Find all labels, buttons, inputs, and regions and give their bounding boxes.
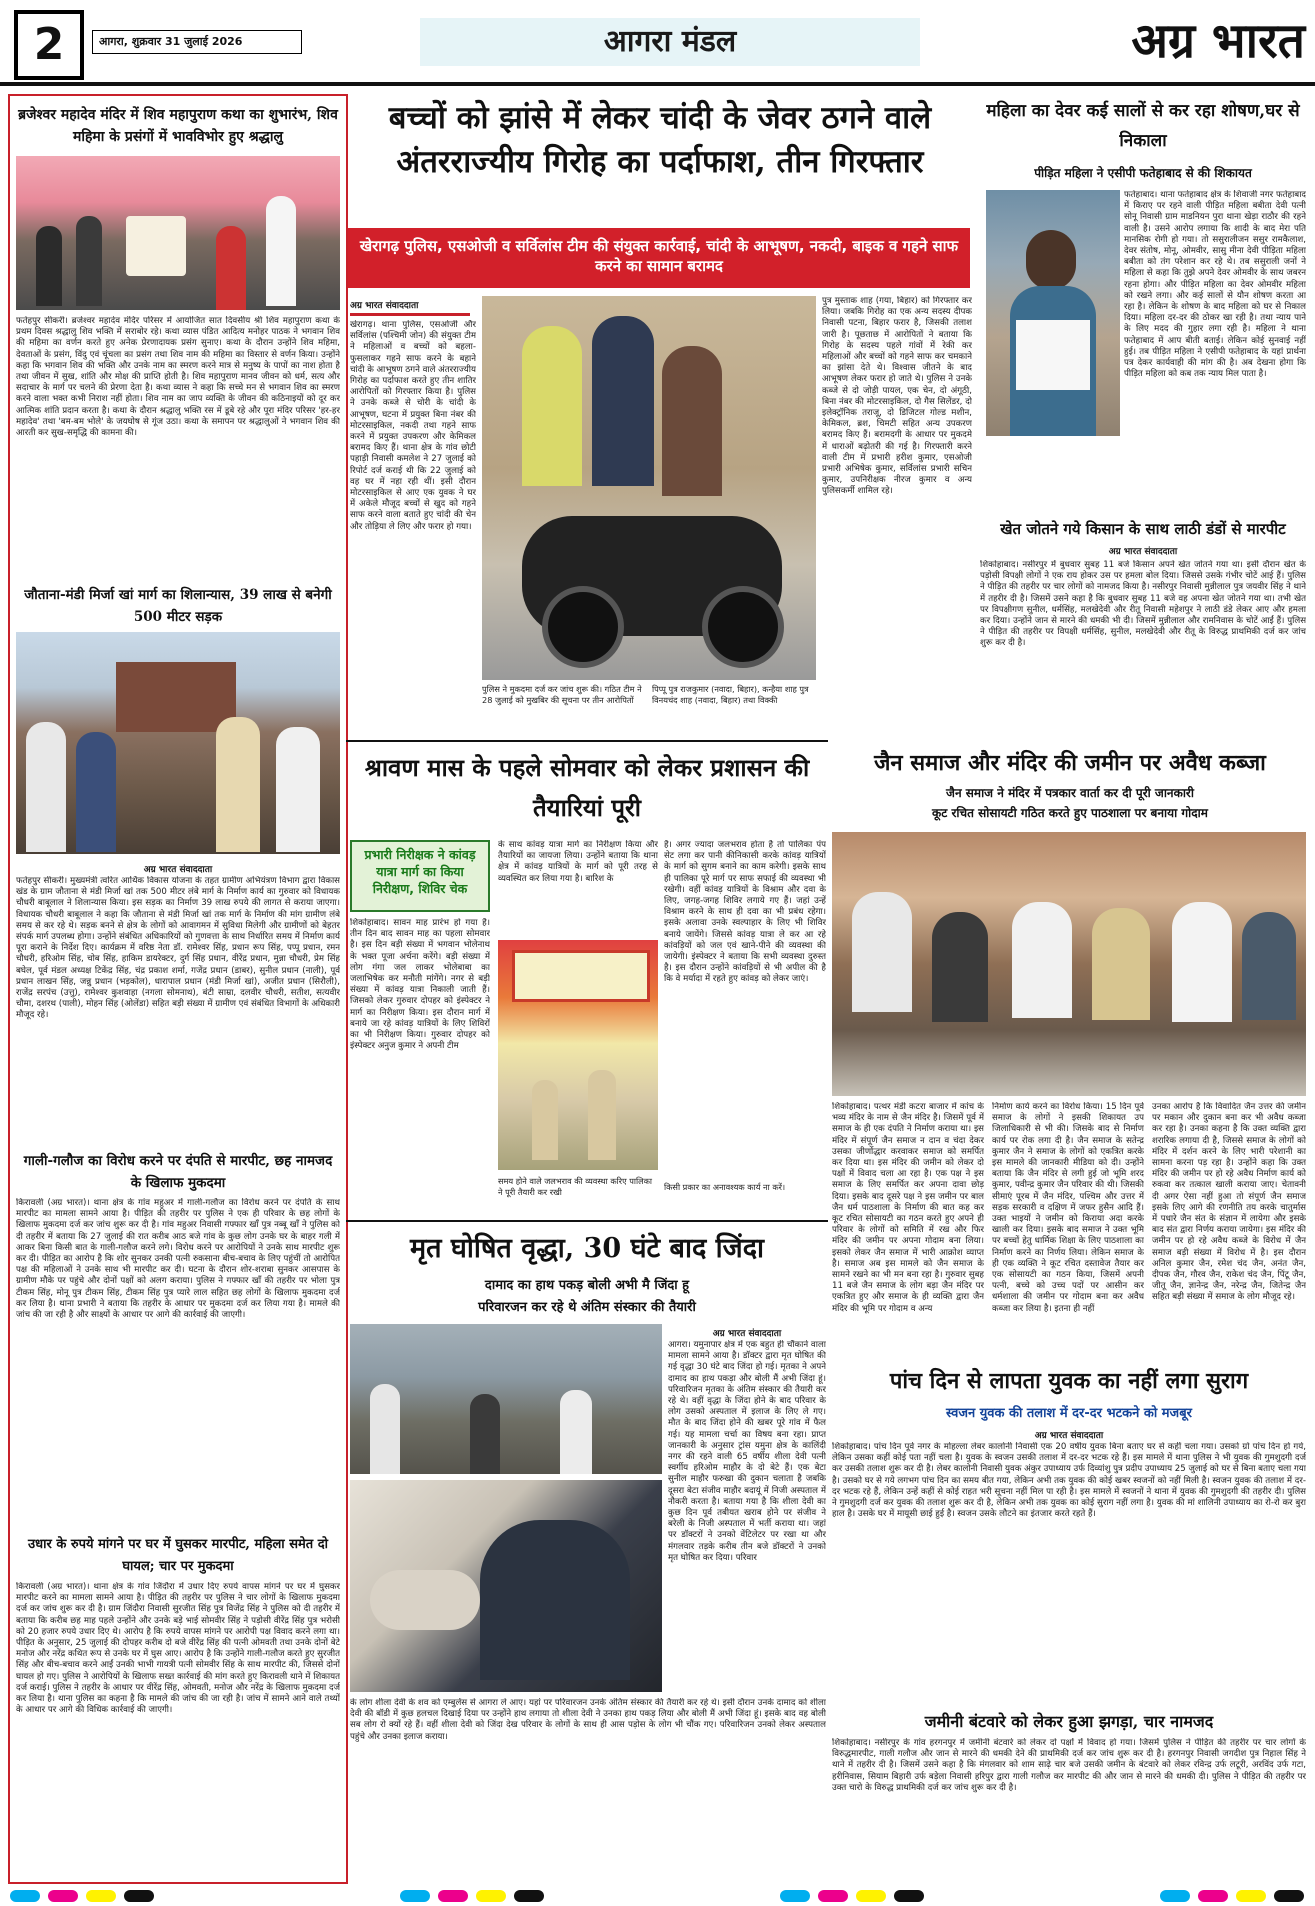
- section-title: आगरा मंडल: [420, 18, 920, 66]
- mrit-subhead-2: परिवारजन कर रहे थे अंतिम संस्कार की तैयारी: [478, 1300, 696, 1315]
- foundation-ceremony-photo: [16, 632, 340, 854]
- magenta-swatch: [1198, 1890, 1228, 1902]
- jameen-body: शिकोहाबाद। नसीरपुर के गांव हरगनपुर में जमीनी बंटवारे को लेकर दो पक्षों में विवाद हो गया। जिसमें पुलिस ने पीड़ित की तहरीर पर चार लोगों के विरुद्धमारपीट, गाली गलौज और जान से मारने की धमकी देने की प्राथमिकी दर्ज कर जांच शुरू कर दी है। हरगनपुर निवासी जगदीश पुत्र निहाल सिंह ने थाने में तहरीर दी है। जिसमें उसने कहा है कि मंगलवार को शाम साढ़े चार बजे उसकी जमीन के बंटवारे को लेकर रविन्द्र उर्फ लटूरी, अरविंद उर्फ गटा, हरीनिवास, सियाम बिहारी उर्फ बड़ेला निवासी हरिपुर द्वारा गाली गलौज कर मारपीट की और जान से मारने की धमकी दी। पुलिस ने पीड़ित की तहरीर पर उक्त चारो के विरुद्ध प्राथमिकी दर्ज कर जांच शुरू कर दी है।: [832, 1738, 1306, 1793]
- lapata-subhead: स्वजन युवक की तलाश में दर-दर भटकने को मजबूर: [946, 1406, 1192, 1421]
- right-top-body: [980, 190, 1306, 510]
- black-swatch: [1274, 1890, 1304, 1902]
- header-rule: [0, 82, 1315, 86]
- jain-headline: जैन समाज और मंदिर की जमीन पर अवैध कब्जा: [874, 750, 1266, 776]
- jain-body-column-2: निर्माण कार्य करने का विरोध किया। 15 दिन पूर्व समाज के लोगों ने इसकी शिकायत उप जिलाधिकारी से भी की। जिसके बाद से निर्माण कार्य पर रोक लगा दी है। जैन समाज के सतेन्द्र कुमार जैन ने समाज के लोगों को एकत्रित करके इस मामले की जानकारी मीडिया को दी। उन्होंने बताया कि जैन मंदिर से लगी हुई जो भूमि शरद कुमार, पवीन्द्र कुमार जैन परिवार की थी। जिसकी सीमाएं पूरब में जैन मंदिर, पश्चिम और उत्तर में सड़क सरकारी व दक्षिण में जफर हुसैन आदि हैं। उक्त भाइयों ने जमीन को किराया अदा करके खाली कर दिया। इसके बाद समाज ने उक्त भूमि पर बच्चों हेतु धार्मिक शिक्षा के लिए पाठशाला का निर्माण करने का निर्णय लिया। लेकिन समाज के ही एक व्यक्ति ने कूट रचित दस्तावेज तैयार कर एक सोसायटी का गठन किया, जिसमें अपनी पत्नी, बच्चे को उच्च पदों पर आसीन कर धर्मशाला की जमीन पर गोदाम बना कर अवैध कब्जा कर लिया है। इतना ही नहीं: [992, 1102, 1144, 1314]
- cyan-swatch: [10, 1890, 40, 1902]
- shravan-photo-caption: समय होने वाले जलभराव की व्यवस्था करिए पालिका ने पूरी तैयारी कर रखी: [498, 1176, 653, 1197]
- right-top-headline: महिला का देवर कई सालों से कर रहा शोषण,घर से निकाला: [986, 101, 1300, 151]
- yellow-swatch: [86, 1890, 116, 1902]
- lead-photo-caption-1: पुलिस ने मुकदमा दर्ज कर जांच शुरू की। गठित टीम ने 28 जुलाई को मुखबिर की सूचना पर तीन आरोपितों: [482, 684, 642, 705]
- shravan-body-column-1: शिकोहाबाद। सावन माह प्रारंभ हो गया है। तीन दिन बाद सावन माह का पहला सोमवार है। इस दिन बड़ी संख्या में भगवान भोलेनाथ के भक्त पूजा अर्चना करेंगे। बड़ी संख्या में लोग गंगा जल लाकर भोलेबाबा का जलाभिषेक कर मनौती मांगेंगे। नगर से बड़ी संख्या में कांवड़ यात्रा निकाली जाती हैं। जिसको लेकर गुरुवार दोपहर को इंस्पेक्टर ने मार्ग का निरीक्षण किया। इस दौरान मार्ग में बनाये जा रहे कांवड़ यात्रियों के लिए शिविरों का भी निरीक्षण किया। गुरुवार दोपहर को इंस्पेक्टर अनुज कुमार ने अपनी टीम: [350, 918, 490, 1052]
- right-top-headline-2: खेत जोतने गये किसान के साथ लाठी डंडों से मारपीट: [1000, 520, 1286, 538]
- lapata-headline: पांच दिन से लापता युवक का नहीं लगा सुराग: [889, 1368, 1249, 1394]
- right-top-subhead: पीड़ित महिला ने एसीपी फतेहाबाद से की शिकायत: [1034, 166, 1252, 180]
- black-swatch: [894, 1890, 924, 1902]
- lapata-body: शिकोहाबाद। पांच दिन पूर्व नगर के मोहल्ला लेबर कालोनी निवासी एक 20 वर्षीय युवक बिना बताए घर से कहीं चला गया। उसको ग्रो पांच दिन हो गये, लेकिन उसका कहीं कोई पता नहीं चला है। युवक के स्वजन उसकी तलाश में दर-दर भटक रहे हैं। इस मामले में थाना पुलिस ने भी युवक की गुमशुदगी दर्ज कर उसकी तलाश शुरू कर दी है। लेबर कालोनी निवासी युवक अंकुर उपाध्याय उर्फ दिव्यांशु पुत्र प्रदीप उपाध्याय 25 जुलाई को घर से बिना बताए चला गया है। उसको घर से गये लगभग पांच दिन का समय बीत गया, लेकिन अभी तक युवक की कोई खबर स्वजनों को नहीं मिली है। स्वजन युवक की तलाश में दर-दर भटक रहे हैं, लेकिन उन्हें कहीं से कोई राहत भरी सूचना नहीं मिल पा रही है। इस मामले में स्वजनों ने थाना में युवक की गुमशुदगी की तहरीर दी। पुलिस ने गुमशुदगी दर्ज कर युवक की तलाश शुरू कर दी है, लेकिन अभी तक युवक का कोई सुराग नहीं लगा है। युवक की मां शालिनी उपाध्याय का रो-रो कर बुरा हाल है। उसके घर में मायूसी छाई हुई है। स्वजन उसके लौटने का इंतजार करते रहते हैं।: [832, 1442, 1306, 1520]
- shravan-body-column-2: के साथ कांवड़ यात्रा मार्ग का निरीक्षण किया और तैयारियों का जायजा लिया। उन्होंने बताया कि थाना क्षेत्र में कांवड़ यात्रियों के मार्ग को पूरी तरह से व्यवस्थित कर लिया गया है। बारिश के: [498, 840, 658, 884]
- shravan-tail: किसी प्रकार का अनावश्यक कार्य ना करें।: [664, 1182, 786, 1192]
- left-article-3-body: किरावली (अग्र भारत)। थाना क्षेत्र के गांव महुअर में गाली-गलौज का विरोध करने पर दंपति के साथ मारपीट का मामला सामने आया है। पीड़ित की तहरीर पर पुलिस ने एक ही परिवार के छह लोगों के खिलाफ मुकदमा दर्ज कर जांच शुरू कर दी है। गांव महुअर निवासी गफ्फार खाँ पुत्र नब्बू खाँ ने पुलिस को दी तहरीर में बताया कि 27 जुलाई की रात करीब आठ बजे गांव के कुछ लोग उनके घर के बाहर गली में आकर बिना किसी बात के गाली-गलौज करने लगे। विरोध करने पर आरोपियों ने उनके साथ मारपीट शुरू कर दी। पीड़ित का आरोप है कि शोर सुनकर उनकी पत्नी रुकसाना बीच-बचाव के लिए पहुंचीं तो आरोपित पक्ष की महिलाओं ने उनके साथ भी मारपीट कर दी। घटना के दौरान शोर-शराबा सुनकर आसपास के ग्रामीण मौके पर पहुंचे और दोनों पक्षों को अलग कराया। पुलिस ने गफ्फार खाँ की तहरीर पर भोला पुत्र टीकम सिंह, मोनू पुत्र टीकम सिंह, टीकम सिंह पुत्र प्यारे लाल सहित छह लोगों के खिलाफ मुकदमा दर्ज कर लिया है। थाना प्रभारी ने बताया कि तहरीर के आधार पर मुकदमा दर्ज कर लिया गया है। मामले की जांच की जा रही है और साक्ष्यों के आधार पर आगे की कार्रवाई की जाएगी।: [16, 1198, 340, 1321]
- mrit-body-bottom: के लोग शीला देवी के शव को एम्बुलेंस से आगरा ले आए। यहां पर परिवारजन उनके अंतिम संस्कार की तैयारी कर रहे थे। इसी दौरान उनके दामाद को शीला देवी की बॉडी में कुछ हलचल दिखाई दिया पर उन्होंने हाथ लगाया तो शीला देवी ने उनका हाथ पकड़ लिया और बोली मैं अभी जिंदा हूं। इसके बाद वह बोली सब लोग रो क्यों रहे हैं। वहीं शीला देवी को जिंदा देख परिवार के लोगों के साथ ही आस पड़ोस के लोग भी चौंक गए। परिवारिजन उनको लेकर अस्पताल पहुंचे और उनका इलाज कराया।: [350, 1698, 826, 1742]
- lead-byline-rule: [350, 313, 470, 316]
- shravan-inset-box: प्रभारी निरीक्षक ने कांवड़ यात्रा मार्ग का किया निरीक्षण, शिविर चेक: [350, 840, 490, 912]
- mrit-subhead-1: दामाद का हाथ पकड़ बोली अभी मै जिंदा हू: [484, 1278, 690, 1293]
- mrit-body: आगरा। यमुनापार क्षेत्र में एक बहुत ही चौंकाने वाला मामला सामने आया है। डॉक्टर द्वारा मृत घोषित की गई वृद्धा 30 घंटे बाद जिंदा हो गई। मृतका ने अपने दामाद का हाथ पकड़ा और बोली मैं अभी जिंदा हूं। परिवारिजन मृतका के अंतिम संस्कार की तैयारी कर रहे थे। वहीं वृद्धा के जिंदा होने के बाद परिवार के लोग उसको अस्पताल में इलाज के लिए ले गए। मौत के बाद जिंदा होने की खबर पूरे गांव में फैल गई। यह मामला चर्चा का विषय बना रहा। प्राप्त जानकारी के अनुसार ट्रांस यमुना क्षेत्र के कालिंदी नगर की रहने वाली 65 वर्षीय शीला देवी पत्नी स्वर्गीय हरिओम माहौर के दो बेटे हैं। एक बेटा सुनील माहौर फरुखा की दुकान चलाता है जबकि दूसरा बेटा संजीव माहौर बदायूं में निजी अस्पताल में नौकरी करता है। बताया गया है कि शीला देवी का कुछ दिन पूर्व तबीयत खराब होने पर संजीव ने बरेली के निजी अस्पताल में भर्ती कराया था। जहां पर डॉक्टरों ने उनको वेंटिलेटर पर रखा था और मंगलवार तड़के करीब तीन बजे डॉक्टरों ने उनको मृत घोषित कर दिया। परिवार: [668, 1340, 826, 1563]
- magenta-swatch: [438, 1890, 468, 1902]
- left-article-4-headline: उधार के रुपये मांगने पर घर में घुसकर मारपीट, महिला समेत दो घायल; चार पर मुकदमा: [28, 1537, 328, 1574]
- jain-community-meeting-photo: [832, 832, 1306, 1096]
- right-top-body-text: फतेहाबाद। थाना फतेहाबाद क्षेत्र के शिवाजी नगर फतेहाबाद में किराए पर रहने वाली पीड़ित महिला बबीता देवी पत्नी सोनू निवासी ग्राम माडनियन पुरा थाना खेड़ा राठौर की रहने वाली है। उसने आरोप लगाया कि शादी के बाद मेरा पति मानसिक रोगी हो गया। तो ससुरालीजन ससुर रामकैलाश, देवर संतोष, मोनू, ओमवीर, सासु मीना देवी पीड़िता महिला बबीता को तंग परेशान कर रहे थे। तब ससुराली जनों ने महिला से कहा कि तुझे अपने देवर ओमवीर के साथ जबरन रहना होगा। और पीड़ित महिला का देवर ओमवीर महिला को रखने लगा। और कई सालों से यौन शोषण करता आ रहा है। लेकिन के शोषण के बाद महिला को घर से निकाल दिया। महिला दर-दर की ठोकर खा रही है। तथा न्याय पाने के लिए मदद की गुहार लगा रही है। महिला ने थाना फतेहाबाद में आप बीती बताई। लेकिन कोई सुनवाई नहीं हुई। तब पीड़ित महिला ने एसीपी फतेहाबाद के यहां प्रार्थना पत्र देकर कार्यवाही की मांग की है। अब देखना होगा कि पीड़ित महिला को कब तक न्याय मिल पाता है।: [1124, 190, 1306, 380]
- kanwar-camp-photo: [498, 940, 658, 1170]
- magenta-swatch: [818, 1890, 848, 1902]
- jain-subhead-2: कूट रचित सोसायटी गठित करते हुए पाठशाला पर बनाया गोदाम: [932, 806, 1208, 820]
- revived-woman-photo: [350, 1480, 662, 1692]
- family-gathering-photo: [350, 1324, 662, 1474]
- left-article-2-byline: अग्र भारत संवाददाता: [143, 865, 213, 875]
- page-header: [0, 0, 1315, 80]
- cyan-swatch: [780, 1890, 810, 1902]
- left-article-2-body: फतेहपुर सीकरी। मुख्यमंत्री त्वरित आर्थिक विकास योजना के तहत ग्रामीण अभियंत्रण विभाग द्वारा विकास खंड के ग्राम जौताना से मंडी मिर्जा खां तक 500 मीटर लंबे मार्ग के निर्माण कार्य का गुरुवार को विधायक चौधरी बाबूलाल ने शिलान्यास किया। इस सड़क का निर्माण 39 लाख रुपये की लागत से कराया जाएगा। विधायक चौधरी बाबूलाल ने कहा कि जौताना से मंडी मिर्जा खां तक मार्ग के निर्माण की मांग ग्रामीण लंबे समय से कर रहे थे। सड़क बनने से क्षेत्र के लोगों को आवागमन में सुविधा मिलेगी और ग्रामीणों को बेहतर संपर्क मार्ग उपलब्ध होगा। उन्होंने संबंधित अधिकारियों को गुणवत्ता के साथ निर्धारित समय में निर्माण कार्य पूरा कराने के निर्देश दिए। कार्यक्रम में वरिष्ठ नेता डॉ. रामेश्वर सिंह, प्रधान रूप सिंह, पप्पू प्रधान, रमन चौधरी, हरिओम सिंह, चोब सिंह, हाकिम डायरेक्टर, दुर्ग सिंह प्रधान, वीरेंद्र प्रधान, मुन्ना चौधरी, प्रेम सिंह बघेल, पूर्व मंडल अध्यक्ष टिकेंद्र सिंह, चंद्र प्रकाश शर्मा, गजेंद्र प्रधान (डाबर), सुनील प्रधान (नाली), पूर्व प्रधान लाखन सिंह, जन्नु प्रधान (भड़कोल), धारापाल प्रधान (मंडी मिर्जा खां), अजीत प्रधान (सिरौली), राजेंद्र सरपंच (उत्तु), रामेश्वर कुशवाहा (नगला सोमनाथ), बंटी साम्रा, दलवीर चौधरी, सतीश, सत्यवीर चौमा, दशरथ (पाली), मोहन सिंह (ओलेंडा) सहित बड़ी संख्या में ग्रामीण एवं संबंधित विभागों के अधिकारी मौजूद रहे।: [16, 876, 340, 1021]
- yellow-swatch: [1236, 1890, 1266, 1902]
- yellow-swatch: [856, 1890, 886, 1902]
- left-article-1-headline: ब्रजेश्वर महादेव मंदिर में शिव महापुराण कथा का शुभारंभ, शिव महिमा के प्रसंगों में भावविभोर हुए श्रद्धालु: [18, 107, 338, 145]
- mrit-byline: अग्र भारत संवाददाता: [712, 1329, 782, 1339]
- jain-subhead-1: जैन समाज ने मंदिर में पत्रकार वार्ता कर दी पूरी जानकारी: [946, 786, 1194, 800]
- lead-body-column-3: पुत्र मुस्ताक शाह (गया, बिहार) को गिरफ्तार कर लिया। जबकि गिरोह का एक अन्य सदस्य दीपक निवासी पटना, बिहार फरार है, जिसकी तलाश जारी है। पूछताछ में आरोपितों ने बताया कि गिरोह के सदस्य पहले गांवों में रेकी कर महिलाओं और बच्चों को गहने साफ कर चमकाने का झांसा देते थे। विश्वास जीतने के बाद आभूषण लेकर फरार हो जाते थे। पुलिस ने उनके कब्जे से दो जोड़ी पायल, एक चेन, दो अंगूठी, बिना नंबर की मोटरसाइकिल, दो गैस सिलेंडर, दो इलेक्ट्रॉनिक तराजू, दो डिजिटल गोल्ड मशीन, केमिकल, ब्रश, चिमटी सहित अन्य उपकरण बरामद किए हैं। बरामदगी के आधार पर मुकदमे में धाराओं बढ़ोतरी की गई है। गिरफ्तारी करने वाली टीम में प्रभारी हरीश कुमार, एसओजी प्रभारी अभिषेक कुमार, सर्विलांस प्रभारी सचिन कुमार, उपनिरीक्षक नीरज कुमार व अन्य पुलिसकर्मी शामिल रहे।: [822, 296, 972, 497]
- jain-body-column-3: उनका आरोप है कि विवादित जैन उत्तर की जमीन पर मकान और दुकान बना कर भी अवैध कब्जा कर रहा है। उनका कहना है कि उक्त व्यक्ति द्वारा शरारिक लगाया दी है, जिससे समाज के लोगों को मंदिर में दर्शन करने के लिए भारी परेशानी का सामना करना पड़ रहा है। उन्होंने कहा कि उक्त मंदिर की जमीन पर हो रहे अवैध निर्माण कार्य को रुकवा कर तत्काल खाली कराया जाए। चेतावनी दी अगर ऐसा नहीं हुआ तो संपूर्ण जैन समाज इसके लिए आगे की रणनीति तय करके चातुर्मास में पधारे जैन संत के संज्ञान में लायेगा और इसके बाद संत द्वारा निर्णय कराया जायेगा। इस मंदिर की जमीन पर हो रहे अवैध कब्जे के विरोध में जैन समाज बड़ी संख्या में विरोध में है। इस दौरान अनिल कुमार जैन, रमेश चंद जैन, अनंत जैन, दीपक जैन, गौरव जैन, राकेश चंद जैन, पिंटू जैन, जीतू जैन, ज्ञानेन्द्र जैन, नरेन्द्र जैन, जितेन्द्र जैन सहित बड़ी संख्या में समाज के लोग मौजूद रहे।: [1152, 1102, 1306, 1303]
- photo-wrap-spacer: [980, 190, 1124, 440]
- lead-photo-caption-2: पिप्पू पुत्र राजकुमार (नवादा, बिहार), कन्हैया शाह पुत्र विनयचंद शाह (नवादा, बिहार) तथा विक्की: [652, 684, 809, 705]
- cyan-swatch: [1160, 1890, 1190, 1902]
- shravan-headline: श्रावण मास के पहले सोमवार को लेकर प्रशासन की तैयारियां पूरी: [364, 753, 810, 822]
- left-article-3-headline: गाली-गलौज का विरोध करने पर दंपति से मारपीट, छह नामजद के खिलाफ मुकदमा: [23, 1153, 333, 1191]
- shravan-body-column-3: है। अगर ज्यादा जलभराव होता है तो पालिका पंप सेट लगा कर पानी कीनिकासी करके कांवड़ यात्रियों के मार्ग को सुगम बनाने का काम करेगी। इसके साथ ही पालिका पूरे मार्ग पर साफ सफाई की व्यवस्था भी रखेगी। वहीं कांवड़ यात्रियों के विश्राम और दवा के लिए, जगह-जगह शिविर लगाये गए हैं। जहां उन्हें विश्राम करने के साथ ही दवा का भी प्रबंध रहेगा। इसके अलावा उनके स्वल्पाहार के लिए भी शिविर बनाये जायेंगे। जिससे कांवड़ यात्रा ले कर आ रहे कांवड़ियों को जल एवं खाने-पीने की व्यवस्था की जायेगी। इंस्पेक्टर ने बताया कि सभी व्यवस्था दुरुस्त है। इस दौरान उन्होंने कांवड़ियों से भी अपील की है कि वे मर्यादा में रहते हुए कांवड़ को लेकर जाएं।: [664, 840, 826, 985]
- dateline: आगरा, शुक्रवार 31 जुलाई 2026: [92, 30, 302, 54]
- right-top-byline-2: अग्र भारत संवाददाता: [1108, 547, 1178, 557]
- page-number: 2: [14, 10, 84, 80]
- lead-headline: बच्चों को झांसे में लेकर चांदी के जेवर ठगने वाले अंतरराज्यीय गिरोह का पर्दाफाश, तीन गिरफ्तार: [388, 100, 932, 180]
- arrested-suspects-photo: [482, 296, 816, 680]
- masthead: अग्र भारत: [1131, 13, 1305, 69]
- section-divider: [346, 1220, 828, 1222]
- print-registration-strip: [0, 1886, 1315, 1906]
- section-divider: [346, 740, 828, 742]
- jain-body-column-1: शिकोहाबाद। पत्थर मंडी कटरा बाजार में कांच के भव्य मंदिर के नाम से जैन मंदिर है। जिसमें पूर्व में समाज के ही एक दंपति ने निर्माण कराया था। इस मंदिर में संपूर्ण जैन समाज न दान व चंदा देकर उसका जीर्णोद्धार करवाकर समाज को समर्पित कर दिया था। इस मंदिर की जमीन को लेकर दो पक्षों में विवाद चला आ रहा है। एक पक्ष ने इस समाज के लिए समर्पित कर अपना दावा छोड़ दिया। इसके बाद दूसरे पक्ष ने इस जमीन पर बाल जैन धर्म पाठशाला के निर्माण की बात कह कर कूट रचित सोसायटी का गठन करते हुए अपने ही परिवार के लोगों को समिति में रख और फिर मंदिर की जमीन पर अपना गोदाम बना लिया। इसको लेकर जैन समाज में भारी आक्रोश व्याप्त है। समाज अब इस मामले को जैन समाज के सामने रखने का भी मन बना रहा है। गुरुवार सुबह 11 बजे जैन समाज के लोग बड़ा जैन मंदिर पर एकत्रित हुए और समाज के ही व्यक्ति द्वारा जैन मंदिर की भूमि पर गोदाम व अन्य: [832, 1102, 984, 1314]
- cyan-swatch: [400, 1890, 430, 1902]
- kathа-event-photo: [16, 156, 340, 310]
- black-swatch: [124, 1890, 154, 1902]
- magenta-swatch: [48, 1890, 78, 1902]
- right-top-body-2: शिकोहाबाद। नसीरपुर में बुधवार सुबह 11 बजे किसान अपने खेत जोतने गया था। इसी दौरान खेत के पड़ोसी विपक्षी लोगों ने एक राय होकर उस पर हमला बोल दिया। जिससे उसके गंभीर चोटें आई हैं। पुलिस ने पीड़ित की तहरीर पर चार लोगों को नामजद किया है। नसीरपुर निवासी मुन्नीलाल पुत्र जयवीर सिंह ने थाने में तहरीर दी है। जिसमें उसने कहा है कि बुधवार सुबह 11 बजे वह अपना खेत जोतने गया था। तभी खेत पर विपक्षीगण सुनील, धर्मसिंह, मलखेदेवी और रीतू निवासी महेशपुर ने लाठी डंडे लेकर आए और हमला कर दिया। उन्होंने जान से मारने की धमकी भी दी। जिसमें मुन्नीलाल और रामनिवास के चोटें आईं हैं। पुलिस ने पीड़ित की तहरीर पर विपक्षी धर्मसिंह, सुनील, मलखेदेवी और रीतू के विरुद्ध प्राथमिकी दर्ज कर जांच शुरू कर दी है।: [980, 560, 1306, 649]
- left-article-4-body: किरावली (अग्र भारत)। थाना क्षेत्र के गांव जिंदौरा में उधार दिए रुपये वापस मांगने पर घर में घुसकर मारपीट करने का मामला सामने आया है। पीड़ित की तहरीर पर पुलिस ने चार लोगों के खिलाफ मुकदमा दर्ज कर जांच शुरू कर दी है। ग्राम जिंदौरा निवासी सुरजीत सिंह पुत्र विजेंद्र सिंह ने पुलिस को दी तहरीर में बताया कि करीब छह माह पहले उन्होंने और उनके बड़े भाई सोमवीर सिंह ने पड़ोसी वीरेंद्र सिंह पुत्र भरोसी को 20 हजार रुपये उधार दिए थे। आरोप है कि रुपये वापस मांगने पर आरोपी पक्ष विवाद करने लगा था। पीड़ित के अनुसार, 25 जुलाई की दोपहर करीब दो बजे वीरेंद्र सिंह की पत्नी ओमवती तथा उनके दोनों बेटे मनोज और नरेंद्र कथित रूप से उनके घर में घुस आए। आरोप है कि उन्होंने गाली-गलौज करते हुए सुरजीत सिंह और बीच-बचाव करने आईं उनकी भाभी गायत्री पत्नी सोमवीर सिंह के साथ मारपीट की, जिससे दोनों घायल हो गए। पुलिस ने आरोपियों के खिलाफ सख्त कार्रवाई की मांग करते हुए किरावली थाने में शिकायत दर्ज कराई। पुलिस ने तहरीर के आधार पर वीरेंद्र सिंह, ओमवती, मनोज और नरेंद्र के खिलाफ मुकदमा दर्ज कर लिया है। थाना पुलिस का कहना है कि मामले की जांच की जा रही है। जांच में सामने आने वाले तथ्यों के आधार पर आगे की विधिक कार्रवाई की जाएगी।: [16, 1582, 340, 1716]
- mrit-headline: मृत घोषित वृद्धा, 30 घंटे बाद जिंदा: [409, 1233, 765, 1264]
- yellow-swatch: [476, 1890, 506, 1902]
- jameen-headline: जमीनी बंटवारे को लेकर हुआ झगड़ा, चार नामजद: [924, 1712, 1214, 1731]
- lead-subhead: खेरागढ़ पुलिस, एसओजी व सर्विलांस टीम की संयुक्त कार्रवाई, चांदी के आभूषण, नकदी, बाइक व गहने साफ करने का सामान बरामद: [348, 228, 970, 288]
- left-article-1-body: फतेहपुर सीकरी। ब्रजेश्वर महादेव मंदिर परिसर में आयोजित सात दिवसीय श्री शिव महापुराण कथा के प्रथम दिवस श्रद्धालु शिव भक्ति में सराबोर रहे। कथा व्यास पंडित आदित्य मनोहर पाठक ने भगवान शिव की महिमा का वर्णन करते हुए अनेक प्रेरणादायक प्रसंग सुनाए। कथा के दौरान उन्होंने शिव महिमा, देवताओं के प्रसंग, विंदु एवं चूंचला का प्रसंग तथा शिव नाम की महिमा का विस्तार से वर्णन किया। उन्होंने कहा कि भगवान शिव की भक्ति और उनके नाम का स्मरण करने मात्र से मनुष्य के पापों का नाश होता है तथा जीवन में सुख, शांति और मोक्ष की प्राप्ति होती है। शिव महापुराण मानव जीवन को धर्म, सत्य और सदाचार के मार्ग पर चलने की प्रेरणा देता है। कथा व्यास ने कहा कि सच्चे मन से भगवान शिव का स्मरण करने वाला भक्त कभी निराश नहीं होता। शिव नाम का जाप व्यक्ति के जीवन की कठिनाइयों को दूर कर आत्मिक शांति प्रदान करता है। कथा के दौरान श्रद्धालु भक्ति रस में डूबे रहे और पूरा मंदिर परिसर 'हर-हर महादेव' तथा 'बम-बम भोले' के जयघोष से गूंज उठा। कथा के समापन पर श्रद्धालुओं ने भगवान शिव की आरती कर सुख-समृद्धि की कामना की।: [16, 316, 340, 439]
- lead-byline: अग्र भारत संवाददाता: [350, 301, 419, 311]
- lead-body-column-1: खेरागढ़। थाना पुलिस, एसओजी और सर्विलांस (पश्चिमी जोन) की संयुक्त टीम ने महिलाओं व बच्चों को बहला-फुसलाकर गहने साफ करने के बहाने चांदी के आभूषण ठगने वाले अंतरराज्यीय गिरोह का पर्दाफाश करते हुए तीन शातिर आरोपितों को गिरफ्तार किया है। पुलिस ने उनके कब्जे से चोरी के चांदी के आभूषण, घटना में प्रयुक्त बिना नंबर की मोटरसाइकिल, नकदी तथा गहने साफ करने में प्रयुक्त उपकरण और केमिकल बरामद किए हैं। थाना क्षेत्र के गांव छोटी पहाड़ी निवासी कमलेश ने 27 जुलाई को रिपोर्ट दर्ज कराई थी कि 22 जुलाई को वह घर में नहा रही थीं। इसी दौरान मोटरसाइकिल से आए एक युवक ने घर में अकेले मौजूद बच्चों से खुद को गहने साफ करने वाला बताते हुए चांदी की चेन और तोड़िया ले लिए और फरार हो गया।: [350, 320, 476, 532]
- black-swatch: [514, 1890, 544, 1902]
- lapata-byline: अग्र भारत संवाददाता: [1034, 1431, 1104, 1441]
- left-article-2-headline: जौताना-मंडी मिर्जा खां मार्ग का शिलान्यास, 39 लाख से बनेगी 500 मीटर सड़क: [24, 587, 332, 625]
